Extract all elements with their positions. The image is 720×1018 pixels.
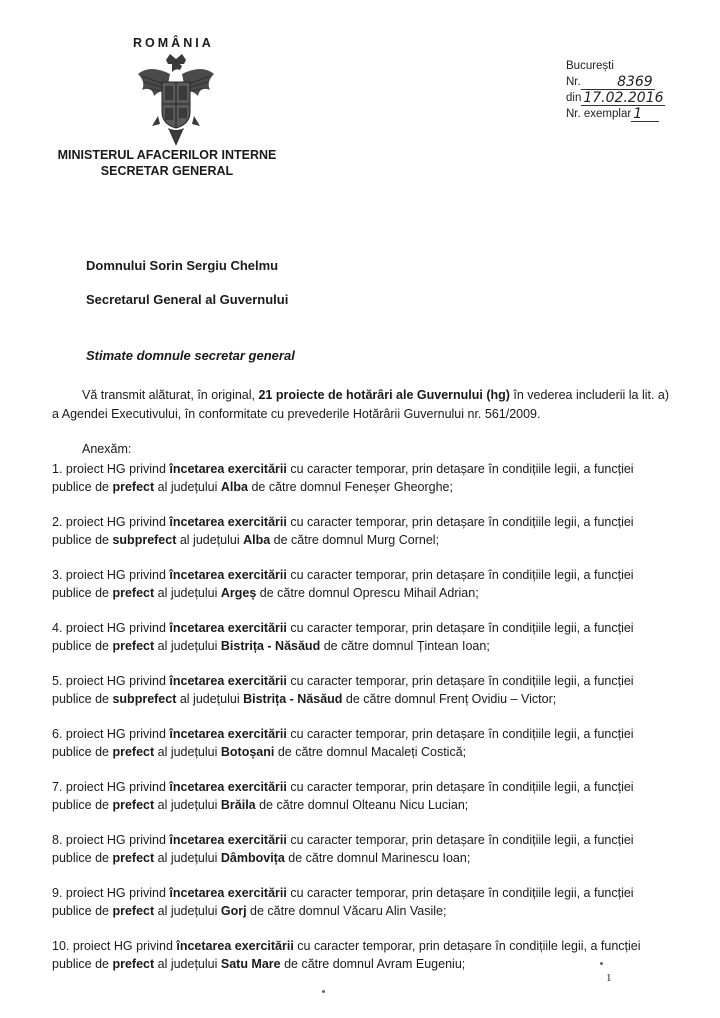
- item-text: proiect HG privind: [62, 515, 170, 529]
- item-text: proiect HG privind: [62, 568, 170, 582]
- item-action: încetarea exercitării: [169, 515, 287, 529]
- coat-of-arms-icon: [136, 54, 216, 146]
- addressee-name: Domnului Sorin Sergiu Chelmu: [86, 258, 279, 273]
- item-number: 4.: [52, 621, 63, 635]
- registration-number-label: Nr.: [566, 76, 581, 88]
- item-text: de către domnul: [284, 851, 382, 865]
- item-text: al județului: [154, 480, 221, 494]
- item-action: încetarea exercitării: [169, 780, 287, 794]
- item-action: încetarea exercitării: [169, 727, 287, 741]
- item-role: subprefect: [112, 533, 177, 547]
- list-item: [52, 619, 676, 655]
- item-text: ;: [552, 692, 557, 706]
- item-text: proiect HG privind: [69, 939, 177, 953]
- item-text: ;: [449, 480, 453, 494]
- item-text: cu caracter temporar, prin detașare în condițiile legii, a funcției publice de: [52, 780, 634, 812]
- item-text: de către domnul: [280, 957, 377, 971]
- addressee-title: Secretarul General al Guvernului: [86, 292, 289, 307]
- registration-city: București: [566, 60, 614, 72]
- item-text: al județului: [154, 586, 221, 600]
- item-text: ;: [466, 851, 471, 865]
- item-person: Olteanu Nicu Lucian: [352, 798, 465, 812]
- item-action: încetarea exercitării: [169, 674, 287, 688]
- item-text: ;: [462, 745, 467, 759]
- item-action: încetarea exercitării: [169, 462, 287, 476]
- item-county: Satu Mare: [220, 957, 281, 971]
- item-text: al județului: [154, 851, 221, 865]
- list-item: [52, 513, 676, 549]
- item-text: proiect HG privind: [62, 674, 170, 688]
- item-text: cu caracter temporar, prin detașare în condițiile legii, a funcției publice de: [52, 515, 634, 547]
- item-role: prefect: [112, 957, 155, 971]
- item-text: de către domnul: [320, 639, 417, 653]
- mark-dot: [600, 962, 603, 965]
- list-item: [52, 672, 676, 708]
- item-county: Alba: [243, 533, 271, 547]
- item-number: 2.: [52, 515, 63, 529]
- item-text: ;: [443, 904, 447, 918]
- salutation: Stimate domnule secretar general: [86, 348, 295, 363]
- item-text: cu caracter temporar, prin detașare în condițiile legii, a funcției publice de: [52, 833, 634, 865]
- item-role: prefect: [112, 851, 155, 865]
- item-county: Bistrița - Năsăud: [220, 639, 321, 653]
- item-text: al județului: [154, 957, 221, 971]
- item-number: 8.: [52, 833, 63, 847]
- item-text: al județului: [154, 904, 221, 918]
- list-item: [52, 831, 676, 867]
- item-text: al județului: [176, 692, 244, 706]
- item-text: de către domnul: [274, 745, 371, 759]
- item-action: încetarea exercitării: [169, 568, 287, 582]
- item-role: prefect: [112, 480, 155, 494]
- item-role: prefect: [112, 586, 155, 600]
- item-action: încetarea exercitării: [169, 621, 287, 635]
- item-county: Brăila: [220, 798, 256, 812]
- mark-dot: [322, 990, 325, 993]
- item-role: subprefect: [112, 692, 177, 706]
- list-item: [52, 566, 676, 602]
- ministry-name: MINISTERUL AFACERILOR INTERNE: [57, 148, 277, 162]
- item-text: al județului: [154, 745, 221, 759]
- item-number: 10.: [52, 939, 70, 953]
- item-county: Bistrița - Năsăud: [243, 692, 343, 706]
- item-text: cu caracter temporar, prin detașare în condițiile legii, a funcției publice de: [52, 621, 634, 653]
- item-text: al județului: [154, 639, 221, 653]
- exemplar-label: Nr. exemplar: [566, 108, 632, 120]
- item-number: 1.: [52, 462, 63, 476]
- item-text: ;: [486, 639, 490, 653]
- item-action: încetarea exercitării: [176, 939, 294, 953]
- item-text: cu caracter temporar, prin detașare în condițiile legii, a funcției publice de: [52, 727, 634, 759]
- item-county: Botoșani: [220, 745, 275, 759]
- item-text: cu caracter temporar, prin detașare în condițiile legii, a funcției publice de: [52, 886, 634, 918]
- item-text: ;: [461, 957, 466, 971]
- ministry-block: [52, 147, 282, 179]
- item-county: Gorj: [220, 904, 247, 918]
- item-county: Argeș: [220, 586, 257, 600]
- item-person: Oprescu Mihail Adrian: [352, 586, 476, 600]
- item-text: de către domnul: [342, 692, 440, 706]
- item-text: ;: [464, 798, 469, 812]
- item-role: prefect: [112, 798, 155, 812]
- ministry-department: SECRETAR GENERAL: [100, 164, 234, 178]
- item-text: cu caracter temporar, prin detașare în condițiile legii, a funcției publice de: [52, 568, 634, 600]
- list-item: [52, 460, 676, 496]
- item-text: ;: [475, 586, 479, 600]
- intro-paragraph: [52, 386, 672, 424]
- item-text: al județului: [176, 533, 244, 547]
- item-text: ;: [435, 533, 440, 547]
- item-person: Macaleți Costică: [370, 745, 463, 759]
- item-text: de către domnul: [247, 480, 345, 494]
- item-text: proiect HG privind: [62, 462, 170, 476]
- item-text: de către domnul: [255, 798, 353, 812]
- item-person: Avram Eugeniu: [376, 957, 462, 971]
- item-number: 7.: [52, 780, 63, 794]
- item-county: Alba: [220, 480, 248, 494]
- registration-number-value: 8369: [581, 75, 655, 90]
- item-number: 6.: [52, 727, 63, 741]
- item-text: de către domnul: [246, 904, 344, 918]
- item-text: al județului: [154, 798, 221, 812]
- item-text: proiect HG privind: [62, 886, 170, 900]
- item-person: Frenț Ovidiu – Victor: [439, 692, 553, 706]
- item-text: proiect HG privind: [62, 780, 170, 794]
- item-text: proiect HG privind: [62, 833, 170, 847]
- item-text: cu caracter temporar, prin detașare în condițiile legii, a funcției publice de: [52, 939, 641, 971]
- list-item: [52, 778, 676, 814]
- intro-text-end: în vederea includerii la lit. a) a Agendei Executivului, în conformitate cu prevederile Hotărârii Guvernului nr. 561/2009.: [52, 388, 670, 421]
- item-text: de către domnul: [256, 586, 353, 600]
- list-item: [52, 725, 676, 761]
- item-person: Feneșer Gheorghe: [344, 480, 450, 494]
- item-number: 9.: [52, 886, 63, 900]
- registration-date-label: din: [566, 92, 582, 104]
- item-number: 5.: [52, 674, 63, 688]
- item-action: încetarea exercitării: [169, 833, 287, 847]
- item-person: Țintean Ioan: [416, 639, 487, 653]
- item-role: prefect: [112, 904, 155, 918]
- exemplar-value: 1: [631, 107, 659, 122]
- item-text: proiect HG privind: [62, 621, 170, 635]
- intro-text-bold: 21 proiecte de hotărâri ale Guvernului (hg): [258, 388, 510, 402]
- item-person: Văcaru Alin Vasile: [343, 904, 443, 918]
- item-role: prefect: [112, 745, 155, 759]
- registration-block: [566, 58, 665, 122]
- list-item: [52, 937, 676, 973]
- page-number: 1: [606, 972, 612, 984]
- item-action: încetarea exercitării: [169, 886, 287, 900]
- registration-date-value: 17.02.2016: [583, 90, 664, 106]
- item-text: cu caracter temporar, prin detașare în condițiile legii, a funcției publice de: [52, 462, 634, 494]
- item-text: proiect HG privind: [62, 727, 170, 741]
- item-county: Dâmbovița: [220, 851, 285, 865]
- item-person: Murg Cornel: [366, 533, 436, 547]
- intro-text-start: Vă transmit alăturat, în original,: [82, 388, 259, 402]
- country-heading: ROMÂNIA: [133, 36, 214, 50]
- list-item: [52, 884, 676, 920]
- item-text: de către domnul: [270, 533, 367, 547]
- item-person: Marinescu Ioan: [381, 851, 467, 865]
- annex-label: Anexăm:: [82, 442, 132, 456]
- item-number: 3.: [52, 568, 63, 582]
- item-text: cu caracter temporar, prin detașare în condițiile legii, a funcției publice de: [52, 674, 634, 706]
- item-role: prefect: [112, 639, 155, 653]
